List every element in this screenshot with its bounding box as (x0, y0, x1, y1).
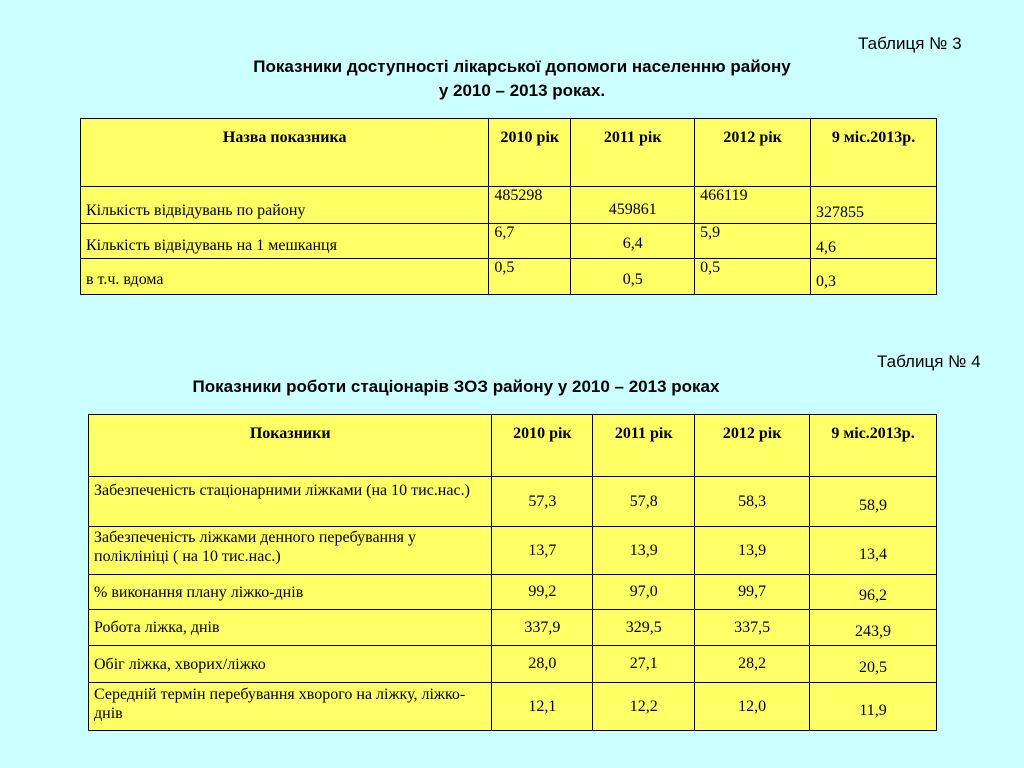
table4-row5-2010: 28,0 (492, 646, 593, 683)
table3-row2-2010: 6,7 (489, 224, 571, 259)
table4-header-2011: 2011 рік (593, 415, 695, 477)
table4-row6-2010: 12,1 (492, 683, 593, 731)
table3-row3-2011: 0,5 (571, 259, 695, 295)
table4-row2-2010: 13,7 (492, 527, 593, 575)
table4-row4-name: Робота ліжка, днів (89, 610, 492, 646)
table3-header-2012: 2012 рік (695, 119, 811, 187)
table4-row3-2012: 99,7 (695, 575, 810, 610)
table4-header-2010: 2010 рік (492, 415, 593, 477)
table3 (80, 118, 937, 295)
table4-title: Показники роботи стаціонарів ЗОЗ району у 2010 – 2013 роках (192, 377, 720, 396)
table4 (88, 414, 937, 731)
table4-row4-2013: 243,9 (810, 610, 937, 646)
table4-row3-name: % виконання плану ліжко-днів (89, 575, 492, 610)
table4-row1-2010: 57,3 (492, 477, 593, 527)
table4-row1-2013: 58,9 (810, 477, 937, 527)
table4-row5-2013: 20,5 (810, 646, 937, 683)
table4-row2-2013: 13,4 (810, 527, 937, 575)
table4-row1-name: Забезпеченість стаціонарними ліжками (на 10 тис.нас.) (89, 477, 492, 527)
table4-row6-2013: 11,9 (810, 683, 937, 731)
table4-row6-2011: 12,2 (593, 683, 695, 731)
table3-title-line1: Показники доступності лікарської допомоги населенню району (253, 57, 791, 76)
table3-header-2011: 2011 рік (571, 119, 695, 187)
table3-row3-name: в т.ч. вдома (81, 259, 489, 295)
table4-header-2012: 2012 рік (695, 415, 810, 477)
table4-row3-2011: 97,0 (593, 575, 695, 610)
table4-header-name: Показники (89, 415, 492, 477)
table3-row2-2011: 6,4 (571, 224, 695, 259)
table4-row1-2012: 58,3 (695, 477, 810, 527)
table-row (89, 646, 937, 683)
table3-row1-2013: 327855 (811, 187, 937, 224)
table4-row4-2010: 337,9 (492, 610, 593, 646)
table-row (81, 259, 937, 295)
table3-row1-2010: 485298 (489, 187, 571, 224)
table3-row2-2012: 5,9 (695, 224, 811, 259)
table4-header-2013: 9 міс.2013р. (810, 415, 937, 477)
table4-row5-name: Обіг ліжка, хворих/ліжко (89, 646, 492, 683)
table3-header-row (81, 119, 937, 187)
table4-row6-name: Середній термін перебування хворого на ліжку, ліжко-днів (89, 683, 492, 731)
table4-row5-2011: 27,1 (593, 646, 695, 683)
table3-row3-2012: 0,5 (695, 259, 811, 295)
table3-header-2013: 9 міс.2013р. (811, 119, 937, 187)
table4-row3-2013: 96,2 (810, 575, 937, 610)
table-row (89, 610, 937, 646)
table4-header-row (89, 415, 937, 477)
table3-row1-name: Кількість відвідувань по району (81, 187, 489, 224)
table3-row2-name: Кількість відвідувань на 1 мешканця (81, 224, 489, 259)
table3-row1-2011: 459861 (571, 187, 695, 224)
table3-row1-2012: 466119 (695, 187, 811, 224)
table3-header-2010: 2010 рік (489, 119, 571, 187)
table4-row2-2012: 13,9 (695, 527, 810, 575)
table3-header-name: Назва показника (81, 119, 489, 187)
table4-row6-2012: 12,0 (695, 683, 810, 731)
table4-row2-name: Забезпеченість ліжками денного перебування у поліклініці ( на 10 тис.нас.) (89, 527, 492, 575)
table3-row2-2013: 4,6 (811, 224, 937, 259)
table3-label: Таблиця № 3 (858, 34, 962, 53)
table3-title-line2: у 2010 – 2013 роках. (438, 81, 606, 100)
table4-row4-2012: 337,5 (695, 610, 810, 646)
table4-row5-2012: 28,2 (695, 646, 810, 683)
table-row (89, 575, 937, 610)
table4-row2-2011: 13,9 (593, 527, 695, 575)
table4-row3-2010: 99,2 (492, 575, 593, 610)
table4-label: Таблиця № 4 (877, 352, 981, 371)
table-row (89, 527, 937, 575)
table3-row3-2013: 0,3 (811, 259, 937, 295)
table-row (81, 187, 937, 224)
table-row (89, 683, 937, 731)
table4-row1-2011: 57,8 (593, 477, 695, 527)
table-row (89, 477, 937, 527)
table3-row3-2010: 0,5 (489, 259, 571, 295)
table4-row4-2011: 329,5 (593, 610, 695, 646)
table-row (81, 224, 937, 259)
